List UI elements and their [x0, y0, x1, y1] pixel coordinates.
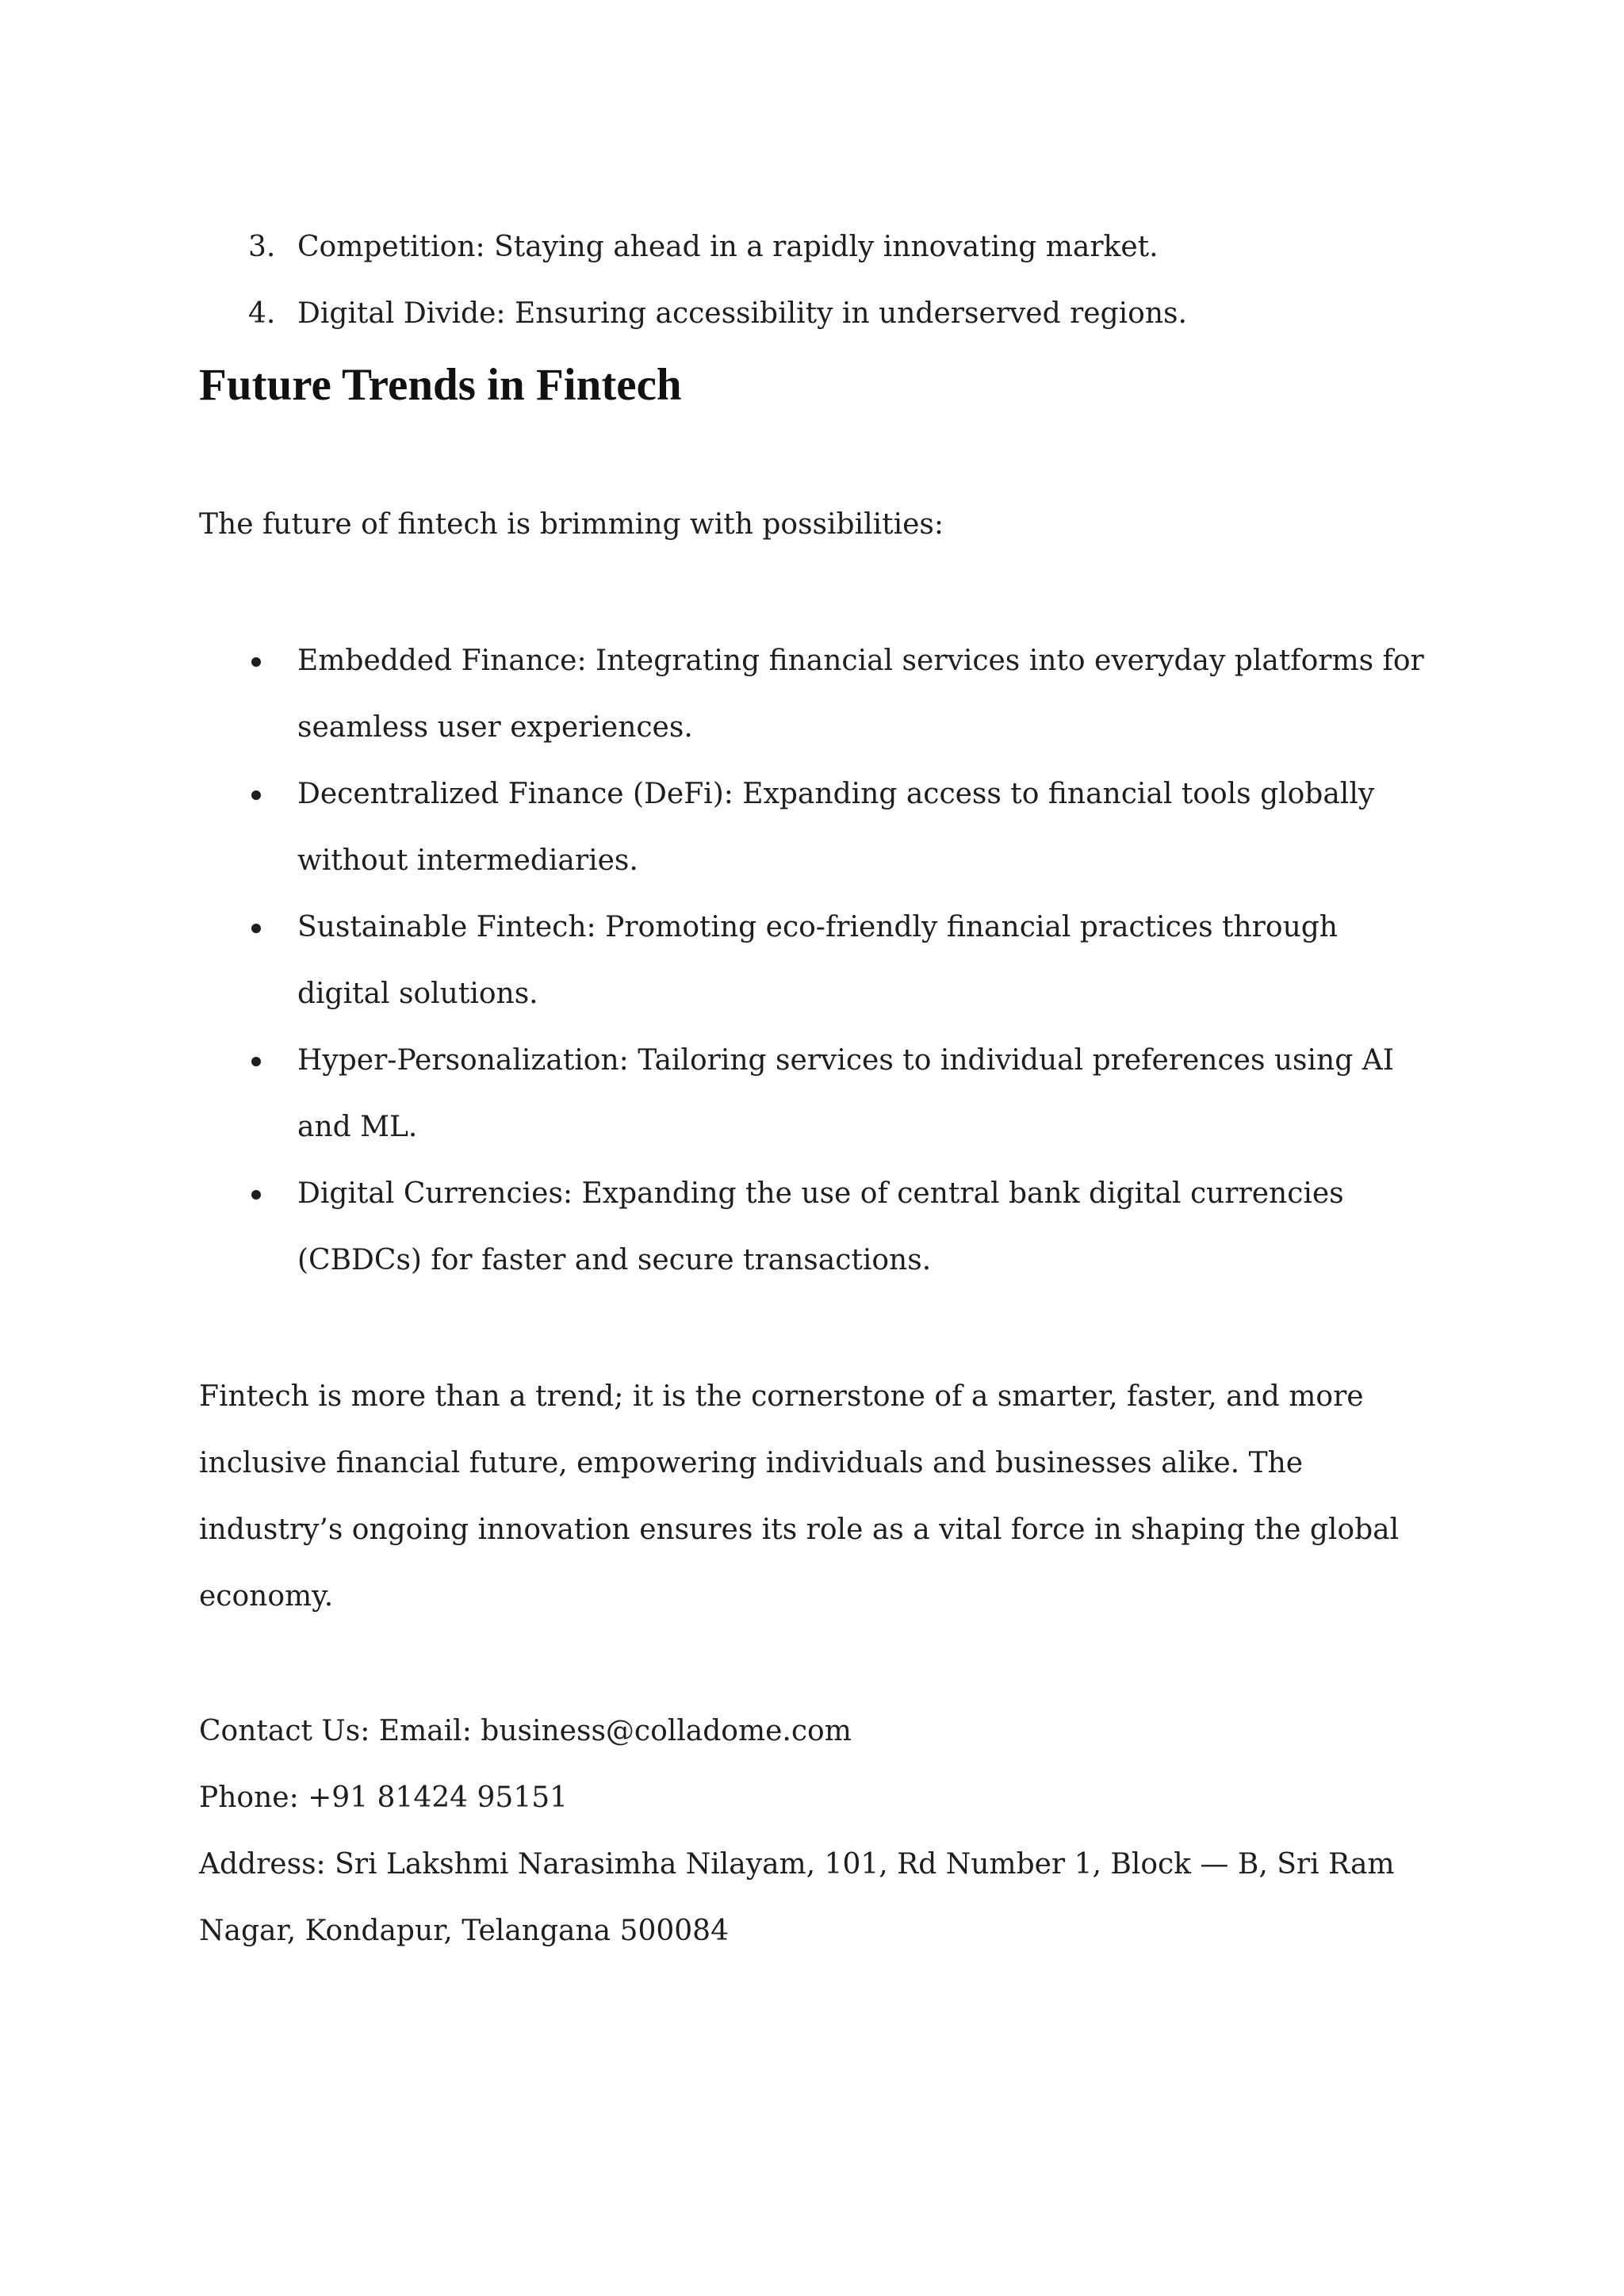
section-intro: The future of fintech is brimming with possibilities:	[199, 508, 944, 541]
bullet-icon	[251, 924, 261, 933]
list-item	[199, 628, 1436, 761]
bullet-icon	[251, 790, 261, 800]
list-item-text: Digital Divide: Ensuring accessibility in underserved regions.	[297, 297, 1187, 330]
challenges-list-continued	[199, 214, 1436, 347]
list-number: 3.	[248, 231, 276, 263]
list-number: 4.	[248, 297, 276, 330]
list-item-text: Competition: Staying ahead in a rapidly innovating market.	[297, 231, 1159, 263]
list-item	[199, 1027, 1436, 1161]
bullet-icon	[251, 657, 261, 667]
section-heading: Future Trends in Fintech	[199, 360, 682, 410]
contact-email-line: Contact Us: Email: business@colladome.com	[199, 1715, 852, 1747]
list-item	[199, 1161, 1436, 1294]
document-content	[199, 214, 1436, 1965]
list-item-text: Sustainable Fintech: Promoting eco-friendly financial practices through digital solutions.	[297, 911, 1338, 1010]
list-item-text: Hyper-Personalization: Tailoring services to individual preferences using AI and ML.	[297, 1044, 1394, 1143]
contact-phone-line: Phone: +91 81424 95151	[199, 1781, 569, 1814]
contact-block	[199, 1698, 1436, 1965]
list-item	[199, 281, 1436, 347]
list-item	[199, 761, 1436, 894]
bullet-icon	[251, 1057, 261, 1066]
list-item-text: Decentralized Finance (DeFi): Expanding access to financial tools globally without intermediaries.	[297, 778, 1375, 877]
list-item	[199, 214, 1436, 281]
contact-address-line: Address: Sri Lakshmi Narasimha Nilayam, 101, Rd Number 1, Block — B, Sri Ram Nagar, Kondapur, Telangana 500084	[199, 1848, 1395, 1947]
closing-paragraph: Fintech is more than a trend; it is the cornerstone of a smarter, faster, and more inclusive financial future, empowering individuals and businesses alike. The industry’s ongoing innovation ensures its role as a vital force in shaping the global economy.	[199, 1380, 1400, 1613]
list-item	[199, 894, 1436, 1027]
bullet-icon	[251, 1190, 261, 1200]
trends-list	[199, 628, 1436, 1294]
list-item-text: Embedded Finance: Integrating financial services into everyday platforms for seamless user experiences.	[297, 645, 1424, 744]
list-item-text: Digital Currencies: Expanding the use of central bank digital currencies (CBDCs) for faster and secure transactions.	[297, 1177, 1344, 1276]
